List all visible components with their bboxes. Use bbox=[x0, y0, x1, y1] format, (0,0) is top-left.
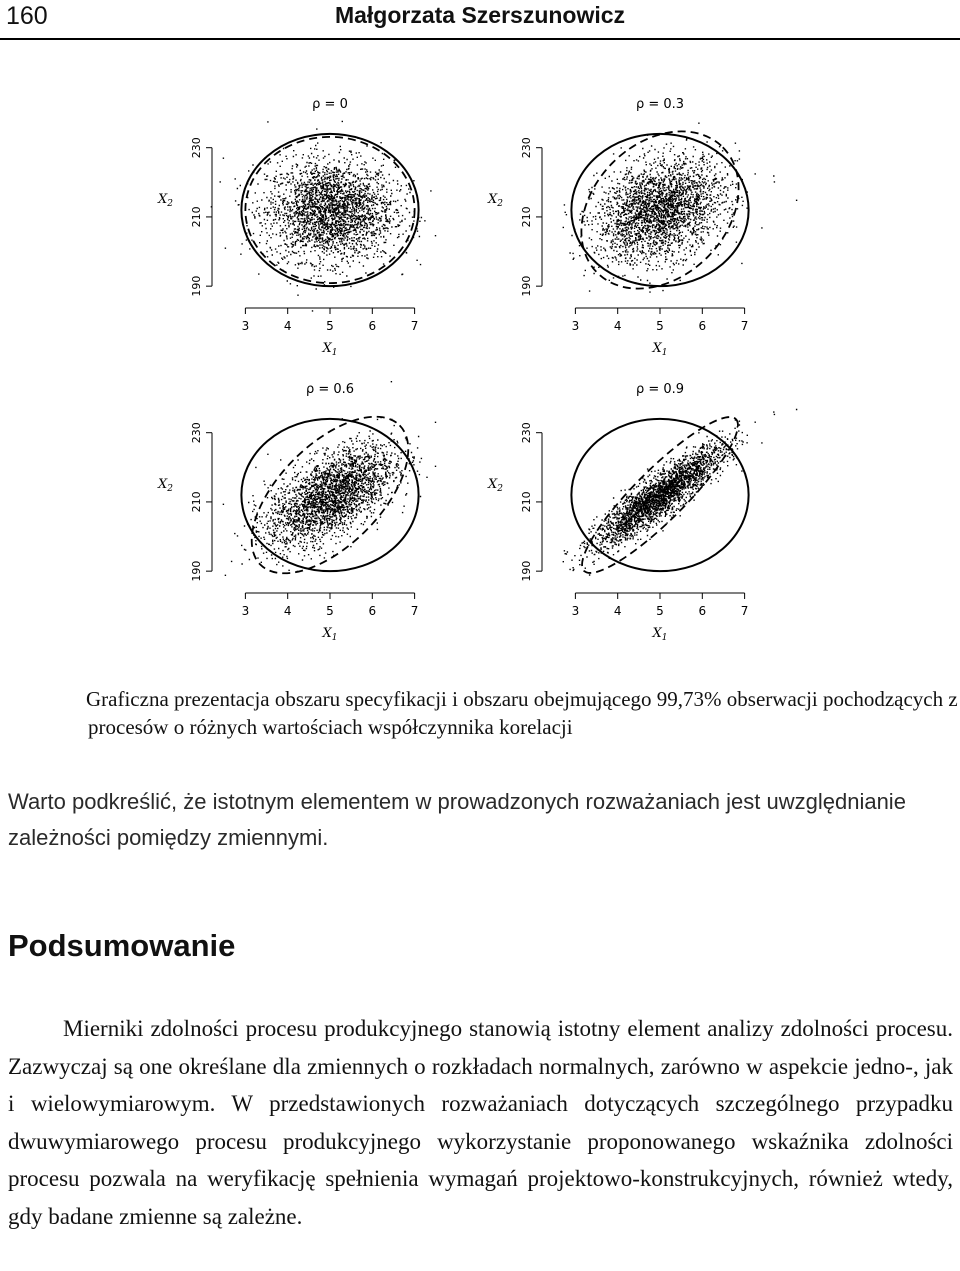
x-tick-label: 6 bbox=[368, 604, 377, 618]
y-tick-label: 210 bbox=[190, 491, 203, 513]
y-tick-label: 210 bbox=[520, 491, 533, 513]
y-tick-label: 210 bbox=[190, 206, 203, 228]
y-axis-label: $X_2$ bbox=[488, 192, 503, 210]
point-cloud bbox=[563, 123, 798, 293]
y-tick-label: 230 bbox=[190, 137, 203, 159]
y-tick-label: 190 bbox=[520, 275, 533, 297]
x-axis-label: $X_1$ bbox=[652, 626, 668, 643]
y-axis-label: $X_2$ bbox=[158, 192, 173, 210]
y-tick-label: 230 bbox=[190, 422, 203, 444]
x-tick-label: 3 bbox=[571, 319, 580, 333]
x-axis-label: $X_1$ bbox=[322, 341, 338, 358]
x-tick-label: 5 bbox=[326, 604, 334, 618]
panel-title: ρ = 0.3 bbox=[635, 97, 685, 112]
scatter-points bbox=[223, 381, 436, 576]
point-cloud bbox=[223, 381, 436, 576]
y-tick-label: 190 bbox=[190, 275, 203, 297]
scatter-panel bbox=[157, 97, 436, 358]
x-tick-label: 4 bbox=[283, 319, 292, 333]
x-tick-label: 4 bbox=[613, 604, 622, 618]
x-tick-label: 3 bbox=[241, 319, 250, 333]
scatter-figure bbox=[150, 90, 810, 670]
x-tick-label: 3 bbox=[241, 604, 250, 618]
scatter-points bbox=[563, 123, 798, 293]
x-tick-label: 7 bbox=[740, 604, 749, 618]
caption-text: Graficzna prezentacja obszaru specyfikacji i obszaru obejmującego 99,73% obserwacji pochodzących z procesów o różnych wartościach współczynnika korelacji bbox=[86, 687, 958, 739]
y-tick-label: 230 bbox=[520, 422, 533, 444]
point-cloud bbox=[563, 409, 798, 576]
y-tick-label: 190 bbox=[520, 560, 533, 582]
scatter-panel bbox=[487, 97, 797, 358]
paragraph-summary: Mierniki zdolności procesu produkcyjnego stanowią istotny element analizy zdolności procesu. Zazwyczaj są one określane dla zmiennych o rozkładach normalnych, zarówno w aspekcie jedno-, jak i wielowymiarowym. W przedstawionych rozważaniach dotyczących szczególnego przypadku dwuwymiarowego procesu produkcyjnego wykorzystanie proponowanego wskaźnika zdolności procesu pozwala na weryfikację spełnienia wymagań projektowo-konstrukcyjnych, również wtedy, gdy badane zmienne są zależne. bbox=[8, 1016, 953, 1229]
y-tick-label: 230 bbox=[520, 137, 533, 159]
scatter-points bbox=[563, 409, 798, 576]
y-tick-label: 190 bbox=[190, 560, 203, 582]
x-tick-label: 7 bbox=[410, 604, 419, 618]
x-tick-label: 5 bbox=[656, 319, 664, 333]
x-tick-label: 6 bbox=[698, 319, 707, 333]
panel-title: ρ = 0 bbox=[312, 97, 348, 112]
x-tick-label: 3 bbox=[571, 604, 580, 618]
x-tick-label: 7 bbox=[740, 319, 749, 333]
caption-label bbox=[6, 685, 86, 713]
y-axis-label: $X_2$ bbox=[488, 477, 503, 495]
section-title: Podsumowanie bbox=[8, 928, 236, 963]
page-number: 160 bbox=[6, 2, 48, 30]
panel-title: ρ = 0.9 bbox=[635, 382, 685, 397]
panel-title: ρ = 0.6 bbox=[305, 382, 355, 397]
x-tick-label: 7 bbox=[410, 319, 419, 333]
x-tick-label: 4 bbox=[613, 319, 622, 333]
paragraph-dependence: Warto podkreślić, że istotnym elementem w prowadzonych rozważaniach jest uwzględnianie zależności pomiędzy zmiennymi. bbox=[8, 789, 906, 850]
page-header bbox=[0, 0, 960, 44]
x-axis-label: $X_1$ bbox=[652, 341, 668, 358]
scatter-panel bbox=[157, 381, 436, 643]
x-tick-label: 5 bbox=[326, 319, 334, 333]
running-author: Małgorzata Szerszunowicz bbox=[334, 2, 626, 28]
x-tick-label: 4 bbox=[283, 604, 292, 618]
x-tick-label: 6 bbox=[368, 319, 377, 333]
figure-caption bbox=[6, 685, 960, 741]
y-tick-label: 210 bbox=[520, 206, 533, 228]
y-axis-label: $X_2$ bbox=[158, 477, 173, 495]
header-rule bbox=[0, 38, 960, 40]
scatter-panel bbox=[487, 382, 797, 643]
x-axis-label: $X_1$ bbox=[322, 626, 338, 643]
x-tick-label: 5 bbox=[656, 604, 664, 618]
specification-ellipse bbox=[571, 134, 748, 286]
x-tick-label: 6 bbox=[698, 604, 707, 618]
